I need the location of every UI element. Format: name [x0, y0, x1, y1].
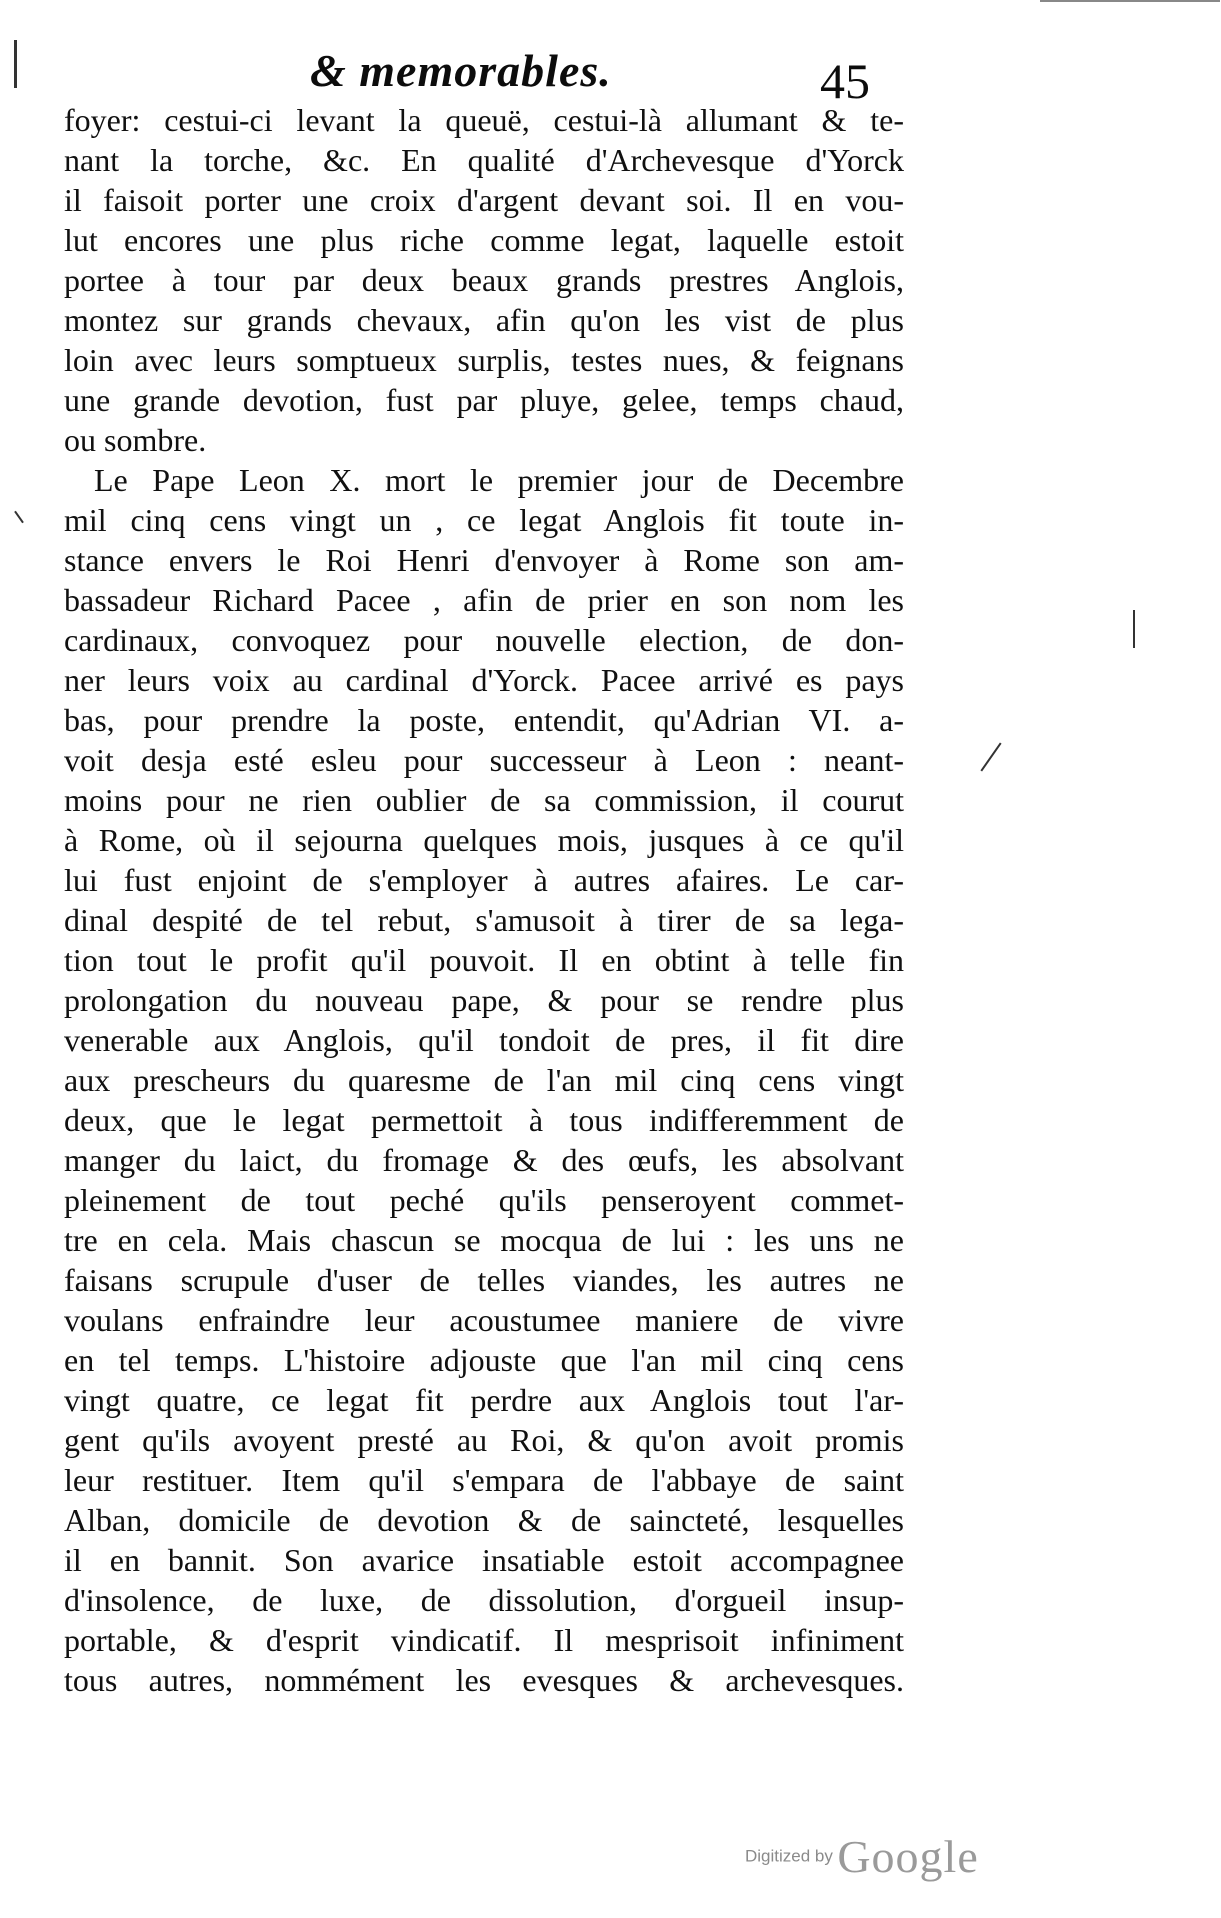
text-line: aux prescheurs du quaresme de l'an mil cinq cens vingt — [64, 1062, 904, 1098]
left-margin-mark — [14, 40, 17, 88]
text-line: tre en cela. Mais chascun se mocqua de lui : les uns ne — [64, 1222, 904, 1258]
text-line: loin avec leurs somptueux surplis, testes nues, & feignans — [64, 342, 904, 378]
text-line: manger du laict, du fromage & des œufs, les absolvant — [64, 1142, 904, 1178]
text-line: pleinement de tout peché qu'ils penseroyent commet- — [64, 1182, 904, 1218]
text-line: faisans scrupule d'user de telles viandes, les autres ne — [64, 1262, 904, 1298]
right-stray-slash — [980, 743, 1001, 772]
text-line: cardinaux, convoquez pour nouvelle election, de don- — [64, 622, 904, 658]
text-line: deux, que le legat permettoit à tous indifferemment de — [64, 1102, 904, 1138]
google-logo: Google — [837, 1831, 979, 1882]
text-line: vingt quatre, ce legat fit perdre aux Anglois tout l'ar- — [64, 1382, 904, 1418]
digitization-credit — [745, 1830, 979, 1883]
digitized-by-label: Digitized by — [745, 1846, 833, 1866]
text-line: stance envers le Roi Henri d'envoyer à Rome son am- — [64, 542, 904, 578]
text-line: bassadeur Richard Pacee , afin de prier en son nom les — [64, 582, 904, 618]
text-line: Alban, domicile de devotion & de saincteté, lesquelles — [64, 1502, 904, 1538]
text-line: bas, pour prendre la poste, entendit, qu'Adrian VI. a- — [64, 702, 904, 738]
text-line: une grande devotion, fust par pluye, gelee, temps chaud, — [64, 382, 904, 418]
text-line: mil cinq cens vingt un , ce legat Anglois fit toute in- — [64, 502, 904, 538]
text-line: portable, & d'esprit vindicatif. Il mesprisoit infiniment — [64, 1622, 904, 1658]
text-line: ner leurs voix au cardinal d'Yorck. Pacee arrivé es pays — [64, 662, 904, 698]
text-line: portee à tour par deux beaux grands prestres Anglois, — [64, 262, 904, 298]
running-title: & memorables. — [310, 45, 612, 96]
text-line: lut encores une plus riche comme legat, laquelle estoit — [64, 222, 904, 258]
text-line: gent qu'ils avoyent presté au Roi, & qu'on avoit promis — [64, 1422, 904, 1458]
page-number: 45 — [820, 53, 870, 109]
text-line: d'insolence, de luxe, de dissolution, d'orgueil insup- — [64, 1582, 904, 1618]
text-line: nant la torche, &c. En qualité d'Archevesque d'Yorck — [64, 142, 904, 178]
text-line: montez sur grands chevaux, afin qu'on les vist de plus — [64, 302, 904, 338]
body-text — [64, 100, 904, 1700]
text-line: lui fust enjoint de s'employer à autres afaires. Le car- — [64, 862, 904, 898]
top-edge-mark — [1040, 0, 1220, 2]
text-line: voit desja esté esleu pour successeur à Leon : neant- — [64, 742, 904, 778]
text-line: tion tout le profit qu'il pouvoit. Il en obtint à telle fin — [64, 942, 904, 978]
text-line: ou sombre. — [64, 422, 207, 458]
text-line: dinal despité de tel rebut, s'amusoit à tirer de sa lega- — [64, 902, 904, 938]
text-line: moins pour ne rien oublier de sa commission, il courut — [64, 782, 904, 818]
left-stray-mark — [14, 511, 24, 524]
text-line: foyer: cestui-ci levant la queuë, cestui-là allumant & te- — [64, 102, 904, 138]
text-line: il faisoit porter une croix d'argent devant soi. Il en vou- — [64, 182, 904, 218]
text-line: leur restituer. Item qu'il s'empara de l'abbaye de saint — [64, 1462, 904, 1498]
text-line: tous autres, nommément les evesques & archevesques. — [64, 1662, 904, 1698]
text-line: venerable aux Anglois, qu'il tondoit de pres, il fit dire — [64, 1022, 904, 1058]
paragraph-first-line: Le Pape Leon X. mort le premier jour de Decembre — [94, 462, 904, 498]
right-margin-mark — [1133, 610, 1135, 648]
text-line: en tel temps. L'histoire adjouste que l'an mil cinq cens — [64, 1342, 904, 1378]
text-line: voulans enfraindre leur acoustumee maniere de vivre — [64, 1302, 904, 1338]
text-line: il en bannit. Son avarice insatiable estoit accompagnee — [64, 1542, 904, 1578]
text-line: prolongation du nouveau pape, & pour se rendre plus — [64, 982, 904, 1018]
text-line: à Rome, où il sejourna quelques mois, jusques à ce qu'il — [64, 822, 904, 858]
